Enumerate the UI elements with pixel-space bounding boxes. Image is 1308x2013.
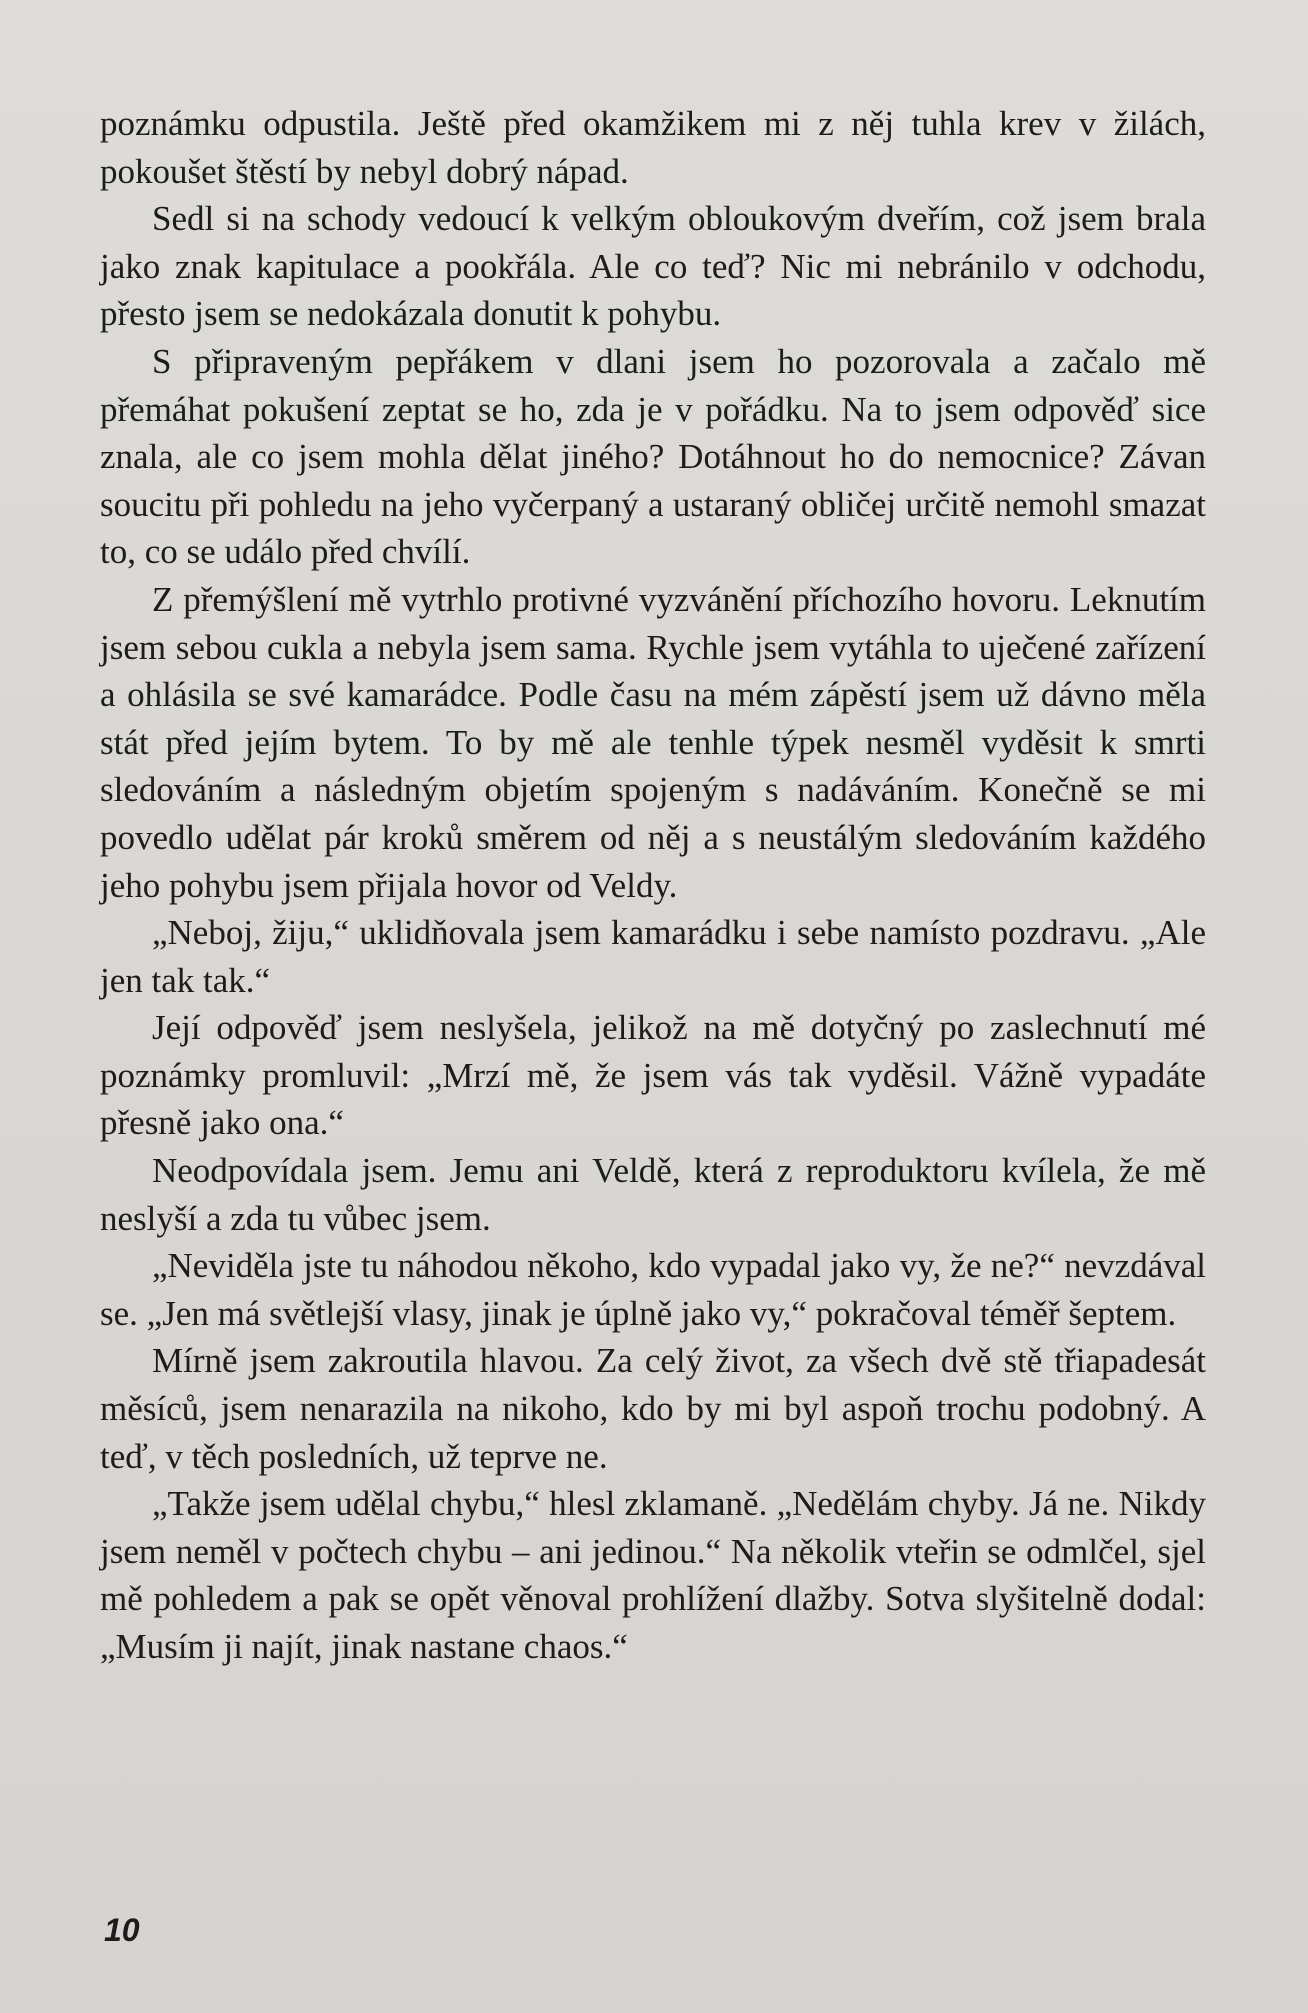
paragraph-8: „Neviděla jste tu náhodou někoho, kdo vypadal jako vy, že ne?“ nevzdával se. „Jen má světlejší vlasy, jinak je úplně jako vy,“ pokračoval téměř šeptem. bbox=[100, 1246, 1206, 1333]
paragraph-6: Její odpověď jsem neslyšela, jelikož na mě dotyčný po zaslechnutí mé poznámky promluvil: „Mrzí mě, že jsem vás tak vyděsil. Vážně vypadáte přesně jako ona.“ bbox=[100, 1008, 1206, 1143]
body-text bbox=[100, 100, 1206, 1671]
paragraph-10: „Takže jsem udělal chybu,“ hlesl zklamaně. „Nedělám chyby. Já ne. Nikdy jsem neměl v počtech chybu – ani jedinou.“ Na několik vteřin se odmlčel, sjel mě pohledem a pak se opět věnoval prohlížení dlažby. Sotva slyšitelně dodal: „Musím ji najít, jinak nastane chaos.“ bbox=[100, 1484, 1206, 1666]
paragraph-3: S připraveným pepřákem v dlani jsem ho pozorovala a začalo mě přemáhat pokušení zeptat se ho, zda je v pořádku. Na to jsem odpověď sice znala, ale co jsem mohla dělat jiného? Dotáhnout ho do nemocnice? Závan soucitu při pohledu na jeho vyčerpaný a ustaraný obličej určitě nemohl smazat to, co se událo před chvílí. bbox=[100, 341, 1206, 572]
paragraph-1: poznámku odpustila. Ještě před okamžikem mi z něj tuhla krev v žilách, pokoušet štěstí by nebyl dobrý nápad. bbox=[100, 104, 1206, 191]
paragraph-2: Sedl si na schody vedoucí k velkým obloukovým dveřím, což jsem brala jako znak kapitulace a pookřála. Ale co teď? Nic mi nebránilo v odchodu, přesto jsem se nedokázala donutit k pohybu. bbox=[100, 199, 1206, 334]
paragraph-9: Mírně jsem zakroutila hlavou. Za celý život, za všech dvě stě třiapadesát měsíců, jsem nenarazila na nikoho, kdo by mi byl aspoň trochu podobný. A teď, v těch posledních, už teprve ne. bbox=[100, 1341, 1206, 1476]
paragraph-7: Neodpovídala jsem. Jemu ani Veldě, která z reproduktoru kvílela, že mě neslyší a zda tu vůbec jsem. bbox=[100, 1151, 1206, 1238]
paragraph-4: Z přemýšlení mě vytrhlo protivné vyzvánění příchozího hovoru. Leknutím jsem sebou cukla a nebyla jsem sama. Rychle jsem vytáhla to uječené zařízení a ohlásila se své kamarádce. Podle času na mém zápěstí jsem už dávno měla stát před jejím bytem. To by mě ale tenhle týpek nesměl vyděsit k smrti sledováním a následným objetím spojeným s nadáváním. Konečně se mi povedlo udělat pár kroků směrem od něj a s neustálým sledováním každého jeho pohybu jsem přijala hovor od Veldy. bbox=[100, 579, 1206, 905]
page-number: 10 bbox=[104, 1912, 140, 1948]
paragraph-5: „Neboj, žiju,“ uklidňovala jsem kamarádku i sebe namísto pozdravu. „Ale jen tak tak.“ bbox=[100, 913, 1206, 1000]
